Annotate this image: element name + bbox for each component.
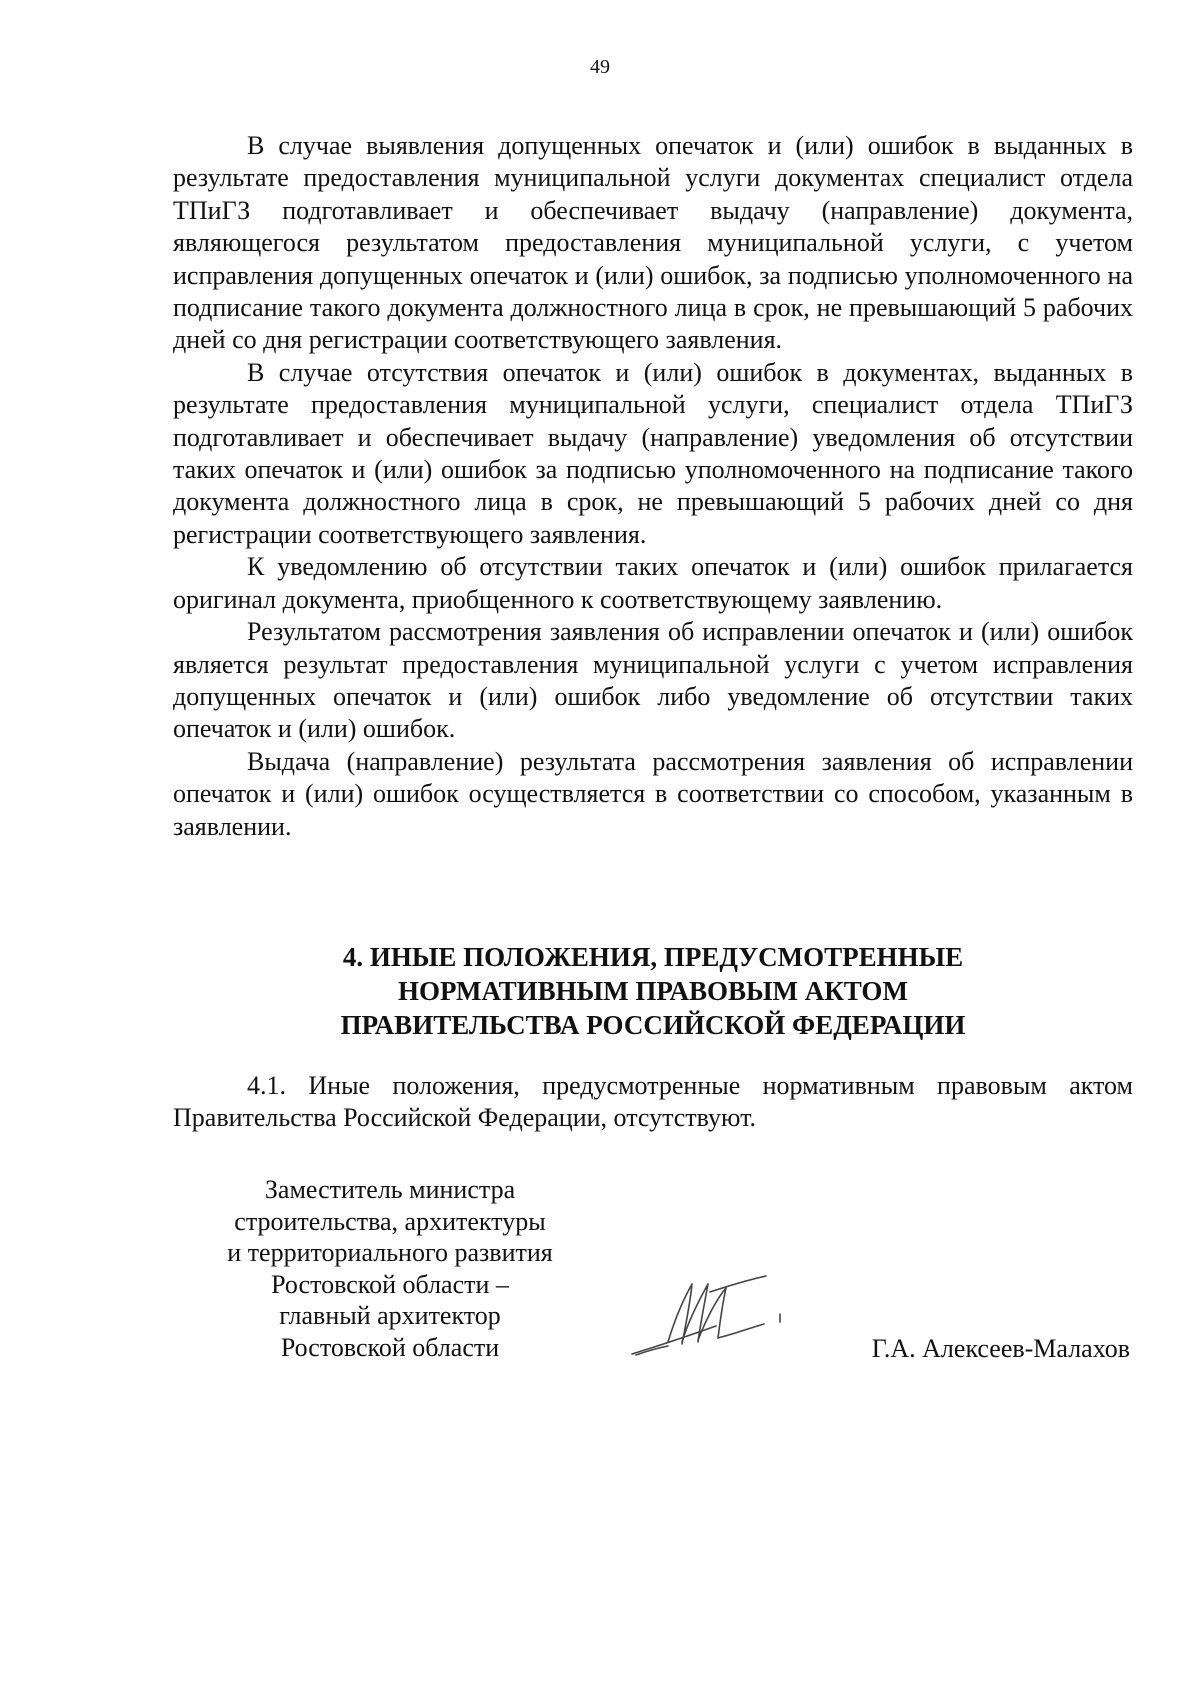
signatory-title-line: строительства, архитектуры — [234, 1206, 546, 1236]
paragraph-delivery-method: Выдача (направление) результата рассмотрения заявления об исправлении опечаток и (или) ошибок осуществляется в соответствии со способом, указанным в заявлении. — [173, 746, 1133, 841]
paragraph-review-result: Результатом рассмотрения заявления об исправлении опечаток и (или) ошибок является результат предоставления муниципальной услуги с учетом исправления допущенных опечаток и (или) ошибок либо уведомление об отсутствии таких опечаток и (или) ошибок. — [173, 617, 1133, 744]
signer-name: Г.А. Алексеев-Малахов — [871, 1334, 1130, 1363]
section-heading — [173, 940, 1133, 1042]
paragraph-original-attached: К уведомлению об отсутствии таких опечаток и (или) ошибок прилагается оригинал документа, приобщенного к соответствующему заявлению. — [173, 552, 1133, 614]
handwritten-signature — [628, 1262, 798, 1362]
signatory-title-line: Ростовской области – — [271, 1269, 509, 1299]
paragraph-corrections-issued: В случае выявления допущенных опечаток и (или) ошибок в выданных в результате предоставления муниципальной услуги документах специалист отдела ТПиГЗ подготавливает и обеспечивает выдачу (направление) документа, являющегося результатом предоставления муниципальной услуги, с учетом исправления допущенных опечаток и (или) ошибок, за подписью уполномоченного на подписание такого документа должностного лица в срок, не превышающий 5 рабочих дней со дня регистрации соответствующего заявления. — [173, 131, 1133, 355]
section-heading-line: ПРАВИТЕЛЬСТВА РОССИЙСКОЙ ФЕДЕРАЦИИ — [340, 1010, 966, 1040]
signatory-title-line: и территориального развития — [227, 1238, 553, 1267]
section-heading-line: НОРМАТИВНЫМ ПРАВОВЫМ АКТОМ — [398, 976, 908, 1006]
signatory-title-line: Ростовской области — [280, 1332, 500, 1362]
section-heading-line: 4. ИНЫЕ ПОЛОЖЕНИЯ, ПРЕДУСМОТРЕННЫЕ — [342, 942, 964, 972]
signatory-title-line: Заместитель министра — [264, 1175, 516, 1204]
signatory-title — [180, 1174, 600, 1363]
body-text — [173, 130, 1133, 843]
page-number: 49 — [590, 56, 610, 78]
clause-4-1: 4.1. Иные положения, предусмотренные нормативным правовым актом Правительства Российской Федерации, отсутствуют. — [173, 1071, 1133, 1133]
paragraph-no-errors-notice: В случае отсутствия опечаток и (или) ошибок в документах, выданных в результате предоставления муниципальной услуги, специалист отдела ТПиГЗ подготавливает и обеспечивает выдачу (направление) уведомления об отсутствии таких опечаток и (или) ошибок за подписью уполномоченного на подписание такого документа должностного лица в срок, не превышающий 5 рабочих дней со дня регистрации соответствующего заявления. — [173, 357, 1133, 549]
signatory-title-line: главный архитектор — [279, 1301, 501, 1330]
